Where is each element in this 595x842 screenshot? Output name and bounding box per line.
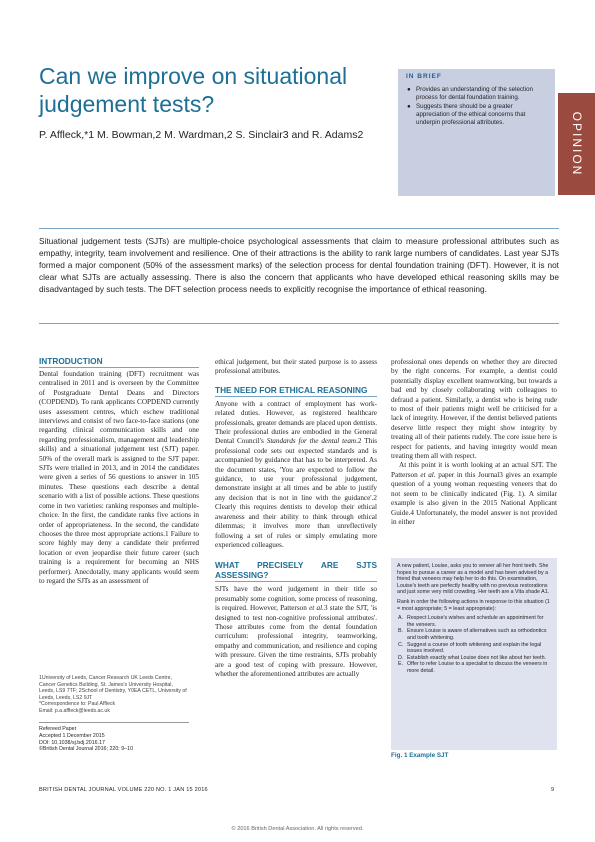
email-line: Email: p.a.affleck@leeds.ac.uk [39, 707, 110, 714]
option-c: C. Suggest a course of tooth whitening and explain the legal issues involved. [398, 641, 542, 655]
bullet-icon: ● [407, 86, 411, 93]
section-tab [558, 93, 595, 195]
option-e: E. Offer to refer Louise to a specialist to discuss the veneers in more detail. [398, 661, 548, 674]
section-heading-ethical-reasoning: THE NEED FOR ETHICAL REASONING [215, 384, 368, 395]
refereed-label: Refereed Paper [39, 726, 77, 732]
accepted-date: Accepted 1 December 2015 [39, 732, 105, 739]
section-tab-label: OPINION [569, 111, 584, 177]
refereed-rule [39, 722, 189, 723]
page-number: 9 [551, 787, 555, 793]
option-a: A. Respect Louise's wishes and schedule an appointment for the veneers. [398, 615, 544, 628]
heading-rule [39, 367, 199, 368]
column-3-text [391, 358, 557, 527]
abstract-bottom-rule [39, 323, 559, 324]
paragraph: SJTs have the word judgement in their title so presumably some cognition, some process of reasoning, is required. However, Patterson et al.3 state the SJT, 'is designed to test non-cognitive professional attributes'. Those attributes come from the dental foundation curriculum: professional integrity, teamworking, empathy and communication, and resilience and coping with pressure. Given the time restraints, SJTs probably are a good test of coping with pressure. However, whether the aforementioned attributes are actually [215, 585, 377, 678]
correspondence-line: *Correspondence to: Paul Affleck [39, 701, 116, 707]
paragraph: ethical judgement, but their stated purpose is to assess professional attributes. [215, 358, 377, 376]
journal-footer: BRITISH DENTAL JOURNAL VOLUME 220 NO. 1 JAN 15 2016 [39, 787, 208, 793]
figure-caption: Fig. 1 Example SJT [391, 752, 449, 759]
section-heading-sjts-assessing: WHAT PRECISELY ARE SJTS ASSESSING? [215, 560, 377, 581]
affiliation-line: 1University of Leeds, Cancer Research UK Leeds Centre, Cancer Genetics Building, St. James's University Hospital, Leeds, LS9 7TF; 2School of Dentistry, Y0EA CETL, University of Leeds, Leeds, LS2 9JT [39, 675, 187, 701]
affiliations [39, 675, 189, 714]
paragraph: Anyone with a contract of employment has work-related duties. However, as registered healthcare professionals, greater demands are placed upon dentists. Their professional duties are embodied in the General Dental Council's Standards for the dental team.2 This professional code sets out expected standards and is accompanied by guidance that has to be interpreted. As the document states, 'You are expected to follow the guidance, to use your professional judgement, demonstrate insight at all times and be able to justify any decision that is not in line with the guidance'.2 Clearly this requires dentists to develop their ethical awareness and their ability to think through ethical dilemmas; it involves more than unreflectively following a set of rules or simply emulating more experienced colleagues. [215, 399, 377, 549]
heading-rule [215, 396, 377, 397]
in-brief-heading: IN BRIEF [406, 73, 442, 80]
in-brief-box [398, 69, 555, 196]
figure-scenario: A new patient, Louise, asks you to veneer all her front teeth. She hopes to pursue a career as a model and has been advised by a friend that veneers may help her to do this. On examination, Louise's teeth are perfectly healthy with no previous restorations and just some very mild crowding. Her teeth are a Vita shade A1. [397, 563, 550, 596]
in-brief-list [406, 86, 547, 127]
section-heading-introduction: INTRODUCTION [39, 356, 103, 366]
option-b: B. Ensure Louise is aware of alternatives such as orthodontics and tooth whitening. [398, 628, 547, 641]
refereed-info [39, 726, 189, 753]
author-list: P. Affleck,*1 M. Bowman,2 M. Wardman,2 S. Sinclair3 and R. Adams2 [39, 129, 364, 141]
article-title: Can we improve on situational judgement tests? [39, 63, 348, 117]
heading-rule [215, 581, 377, 582]
paragraph: At this point it is worth looking at an actual SJT. The Patterson et al. paper in this Journal3 gives an example question of a young woman requesting veneers that do not seem to be clinically indicated (Fig. 1). A similar example is also given in the 2015 National Applicant Guide.4 Unfortunately, the model answer is not provided in either [391, 461, 558, 526]
doi: DOI: 10.1038/sj.bdj.2016.17 [39, 739, 105, 746]
option-d: D. Establish exactly what Louise does not like about her teeth. [398, 654, 546, 661]
figure-example-sjt [391, 558, 557, 750]
abstract-top-rule [39, 228, 559, 229]
bullet-icon: ● [407, 103, 411, 110]
citation: ©British Dental Journal 2016; 220: 9–10 [39, 746, 134, 753]
in-brief-item: ● Provides an understanding of the selection process for dental foundation training. [407, 86, 533, 101]
in-brief-item: ● Suggests there should be a greater appreciation of the ethical concerns that underpin professional attributes. [407, 103, 526, 126]
figure-instruction: Rank in order the following actions in response to this situation (1 = most appropriate; 5 = least appropriate): [397, 598, 550, 612]
copyright-notice: © 2016 British Dental Association. All rights reserved. [231, 826, 364, 832]
paragraph: Dental foundation training (DFT) recruitment was centralised in 2011 and is overseen by the Committee of Postgraduate Dental Deans and Directors (COPDEND). To rank applicants COPDEND currently uses assessment centres, which eschew traditional interviews and consist of two face-to-face stations (one regarding clinical communication skills and one regarding professionalism, management and leadership skills) and a situational judgement test (SJT) paper. 50% of the overall mark is assigned to the SJT paper. SJTs were trialled in 2013, and in 2014 the candidates were given a series of 56 questions to answer in 105 minutes. These questions each describe a dental scenario with a list of possible actions. These questions come in two varieties: ranking responses and multiple-choice. In the first, the candidate ranks five actions in order of appropriateness. In the second, the candidate chooses the three most appropriate actions.1 Failure to score highly may deny a candidate their preferred location or even jeopardise their future career (such training is a requirement for becoming an NHS performer). Anecdotally, many applicants would seem to regard the SJTs as an assessment of [39, 370, 199, 585]
paragraph: professional ones depends on whether they are directed by the right concerns. For example, a dentist could potentially display excellent teamworking, but towards a bad end by closely collaborating with colleagues to defraud a patient. Similarly, a dentist who is being rude to most of their patients might well be criticised for a lack of integrity. However, if the dentist believed patients deserve little respect they might show integrity by treating all of their patients rudely. The core issue here is respect for patients, and having integrity would mean treating them all with respect. [391, 358, 557, 461]
abstract: Situational judgement tests (SJTs) are multiple-choice psychological assessments that claim to measure professional attributes such as empathy, integrity, team involvement and resilience. One of their attractions is the ability to rank large numbers of candidates. Last year SJTs formed a major component (50% of the assessment marks) of the selection process for dental foundation training (DFT). However, it is not clear what SJTs are actually assessing. There is also the concern that applicants who have developed ethical reasoning skills may be disadvantaged by such tests. The DFT selection process needs to explicitly recognise the importance of ethical reasoning. [39, 236, 559, 294]
column-2-text [215, 358, 377, 679]
column-1-text [39, 370, 199, 586]
